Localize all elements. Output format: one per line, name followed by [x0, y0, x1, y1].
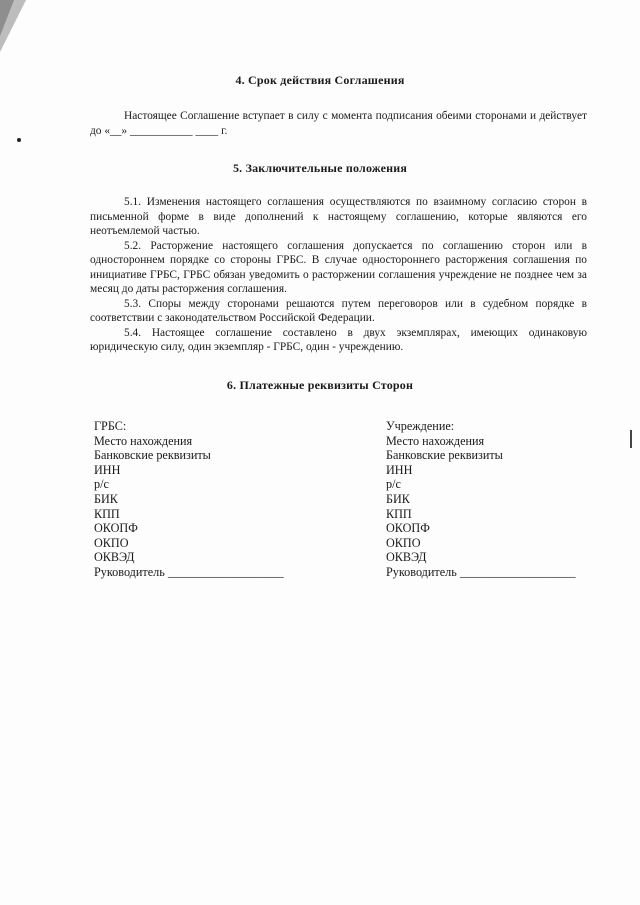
grbs-location: Место нахождения	[94, 433, 193, 448]
section-4-title: 4. Срок действия Соглашения	[235, 73, 405, 87]
institution-account: р/с	[386, 477, 401, 492]
grbs-okved: ОКВЭД	[94, 550, 135, 565]
section-4-body	[90, 109, 587, 138]
clause-5-2: 5.2. Расторжение настоящего соглашения допускается по соглашению сторон или в одностороннем порядке со стороны ГРБС. В случае одностороннего расторжения соглашения по инициативе ГРБС, ГРБС обязан уведомить о расторжении соглашения учреждение не позднее чем за месяц до даты расторжения соглашения.	[90, 239, 587, 295]
grbs-okpo: ОКПО	[94, 535, 129, 550]
institution-bank-details: Банковские реквизиты	[386, 448, 503, 463]
institution-kpp: КПП	[386, 506, 412, 521]
clause-5-3: 5.3. Споры между сторонами решаются путем переговоров или в судебном порядке в соответствии с законодательством Российской Федерации.	[90, 297, 587, 324]
grbs-kpp: КПП	[94, 506, 120, 521]
institution-bik: БИК	[386, 491, 410, 506]
institution-inn: ИНН	[386, 462, 413, 477]
page-corner-shadow	[0, 0, 14, 36]
section-4-text: Настоящее Соглашение вступает в силу с момента подписания обеими сторонами и действует до «__» ___________ ____ г.	[90, 110, 587, 137]
institution-location: Место нахождения	[386, 433, 485, 448]
institution-okpo: ОКПО	[386, 535, 421, 550]
section-5-body	[90, 195, 587, 355]
clause-5-1: 5.1. Изменения настоящего соглашения осуществляются по взаимному согласию сторон в письменной форме в виде дополнений к настоящему соглашению, которые являются его неотъемлемой частью.	[90, 196, 587, 237]
institution-okved: ОКВЭД	[386, 550, 427, 565]
grbs-bank-details: Банковские реквизиты	[94, 448, 211, 463]
section-6-title: 6. Платежные реквизиты Сторон	[226, 378, 414, 392]
grbs-account: р/с	[94, 477, 109, 492]
clause-5-4: 5.4. Настоящее соглашение составлено в двух экземплярах, имеющих одинаковую юридическую силу, один экземпляр - ГРБС, один - учреждению.	[90, 326, 587, 353]
scan-edge-mark	[630, 430, 632, 448]
grbs-head-signature: Руководитель ___________________	[94, 564, 284, 579]
grbs-okopf: ОКОПФ	[94, 521, 138, 536]
grbs-requisites	[94, 419, 324, 580]
institution-okopf: ОКОПФ	[386, 521, 430, 536]
institution-head-signature: Руководитель ___________________	[386, 564, 576, 579]
scan-speck	[17, 138, 21, 142]
section-5-title: 5. Заключительные положения	[232, 161, 408, 175]
grbs-bik: БИК	[94, 491, 118, 506]
grbs-label: ГРБС:	[94, 419, 127, 433]
grbs-inn: ИНН	[94, 462, 121, 477]
institution-requisites	[386, 419, 616, 580]
institution-label: Учреждение:	[386, 419, 455, 433]
